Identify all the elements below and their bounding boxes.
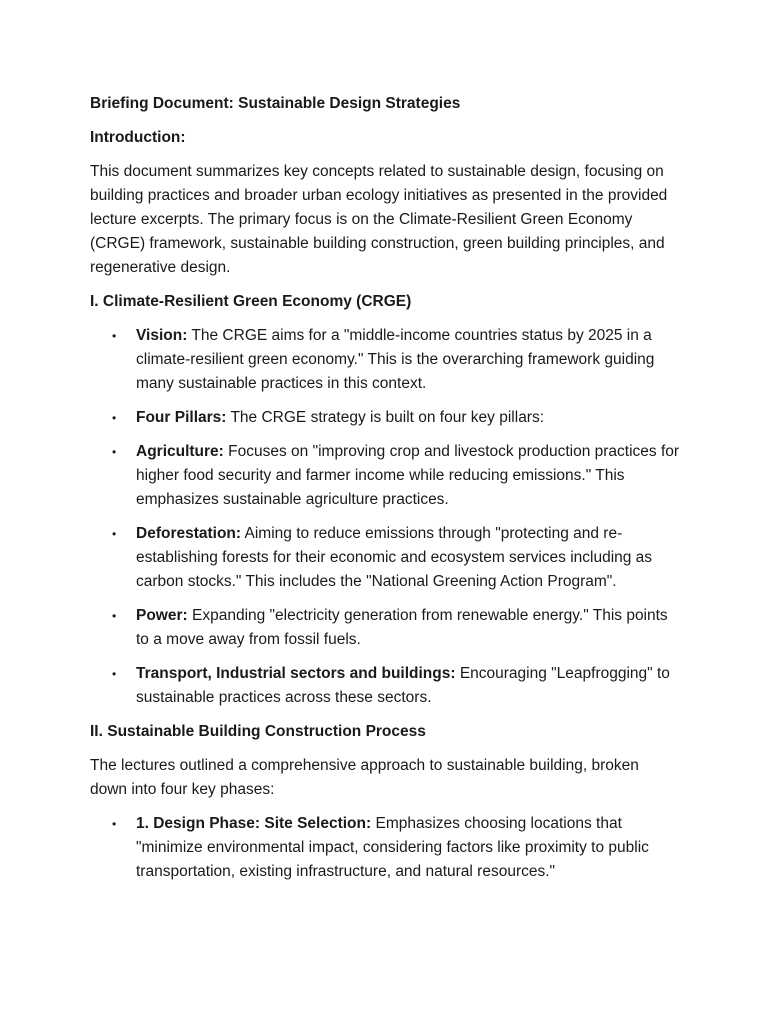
item-text: Expanding "electricity generation from renewable energy." This points to a move away from fossil fuels. (136, 607, 668, 648)
document-title: Briefing Document: Sustainable Design Strategies (90, 95, 461, 112)
item-text: The CRGE aims for a "middle-income countries status by 2025 in a climate-resilient green economy." This is the overarching framework guiding many sustainable practices in this context. (136, 327, 655, 392)
list-item (90, 406, 680, 430)
bullet-icon: • (112, 609, 117, 623)
bullet-icon: • (112, 445, 117, 459)
intro-paragraph: This document summarizes key concepts related to sustainable design, focusing on building practices and broader urban ecology initiatives as presented in the provided lecture excerpts. The primary focus is on the Climate-Resilient Green Economy (CRGE) framework, sustainable building construction, green building principles, and regenerative design. (90, 163, 668, 276)
item-label: Power: (136, 607, 188, 624)
item-text: Focuses on "improving crop and livestock production practices for higher food security and farmer income while reducing emissions." This emphasizes sustainable agriculture practices. (136, 443, 680, 508)
document-page (90, 92, 680, 894)
bullet-icon: • (112, 411, 117, 425)
item-label: Agriculture: (136, 443, 224, 460)
list-item (90, 522, 680, 594)
item-label: Vision: (136, 327, 188, 344)
list-item (90, 662, 680, 710)
list-item (90, 604, 680, 652)
intro-heading: Introduction: (90, 129, 186, 146)
section-1-heading: I. Climate-Resilient Green Economy (CRGE) (90, 293, 412, 310)
item-label: Four Pillars: (136, 409, 227, 426)
bullet-icon: • (112, 667, 117, 681)
item-label: Transport, Industrial sectors and buildings: (136, 665, 456, 682)
item-label: 1. Design Phase: Site Selection: (136, 815, 372, 832)
item-label: Deforestation: (136, 525, 242, 542)
section-2-paragraph: The lectures outlined a comprehensive approach to sustainable building, broken down into four key phases: (90, 757, 639, 798)
bullet-icon: • (112, 527, 117, 541)
item-text: Emphasizes choosing locations that "minimize environmental impact, considering factors like proximity to public transportation, existing infrastructure, and natural resources." (136, 815, 649, 880)
item-text: Aiming to reduce emissions through "protecting and re-establishing forests for their economic and ecosystem services including as carbon stocks." This includes the "National Greening Action Program". (136, 525, 653, 590)
list-item (90, 440, 680, 512)
bullet-icon: • (112, 329, 117, 343)
section-1-list (90, 324, 680, 710)
section-2-heading: II. Sustainable Building Construction Process (90, 723, 426, 740)
item-text: Encouraging "Leapfrogging" to sustainable practices across these sectors. (136, 665, 670, 706)
item-text: The CRGE strategy is built on four key pillars: (226, 409, 545, 426)
list-item (90, 812, 680, 884)
section-2-list (90, 812, 680, 884)
list-item (90, 324, 680, 396)
bullet-icon: • (112, 817, 117, 831)
